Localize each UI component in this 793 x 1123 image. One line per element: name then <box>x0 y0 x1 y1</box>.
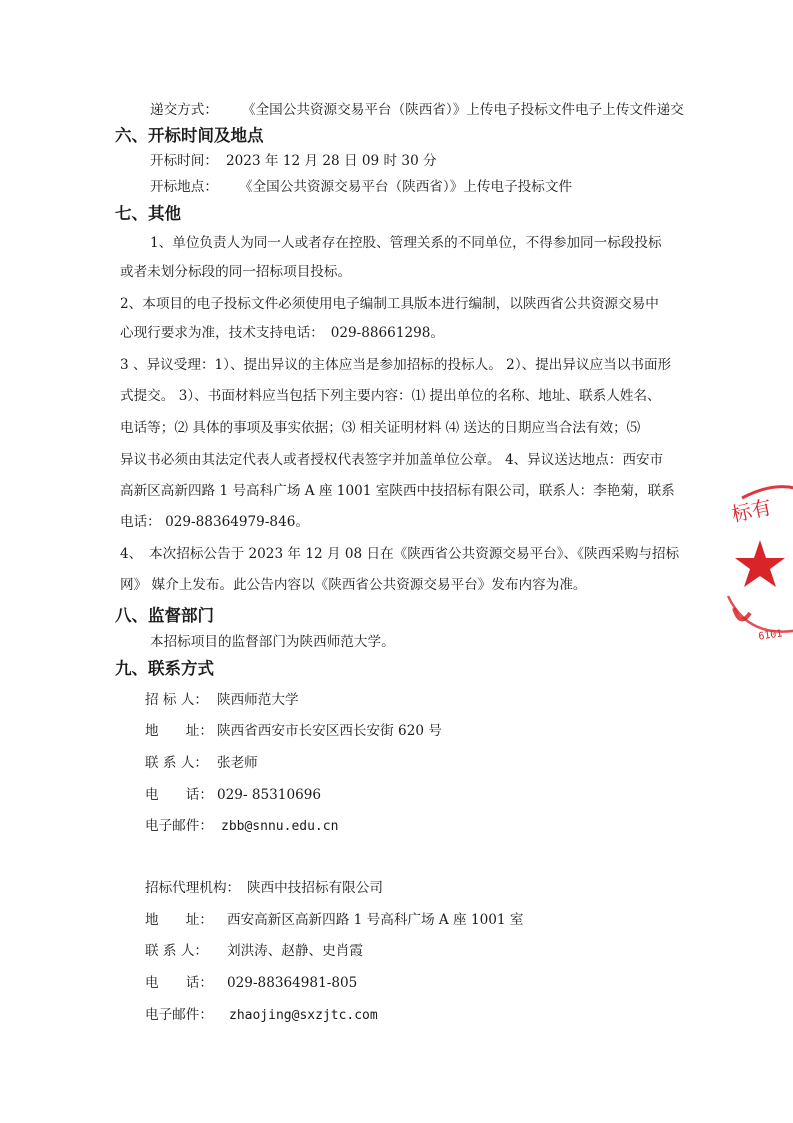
supervision-text: 本招标项目的监督部门为陕西师范大学。 <box>150 634 395 650</box>
tenderer-name-value: 陕西师范大学 <box>217 692 299 708</box>
para-1-line-2: 或者未划分标段的同一招标项目投标。 <box>120 264 352 280</box>
agency-contact-row <box>145 942 363 960</box>
tenderer-address-row <box>145 722 442 740</box>
tenderer-phone-value: 029- 85310696 <box>217 787 322 803</box>
para-3-line-1: 3 、异议受理：1）、提出异议的主体应当是参加招标的投标人。 2）、提出异议应当以书面形 <box>120 357 672 373</box>
company-seal <box>720 478 793 648</box>
agency-name-value: 陕西中技招标有限公司 <box>247 880 383 896</box>
para-3-line-3: 电话等；⑵ 具体的事项及事实依据；⑶ 相关证明材料 ⑷ 送达的日期应当合法有效；⑸ <box>120 420 641 436</box>
tenderer-name-row <box>145 691 299 709</box>
tenderer-phone-row <box>145 786 321 804</box>
agency-address-label: 地 址： <box>145 912 213 928</box>
seal-text-bottom: 6101 <box>757 628 784 643</box>
para-1-line-1: 1、单位负责人为同一人或者存在控股、管理关系的不同单位，不得参加同一标段投标 <box>150 235 662 251</box>
bid-opening-time-label: 开标时间： <box>150 153 218 169</box>
bid-opening-time <box>150 152 437 170</box>
agency-email-label: 电子邮件： <box>145 1007 213 1023</box>
para-3-line-6: 电话： 029-88364979-846。 <box>120 514 309 530</box>
submission-label: 递交方式： <box>150 102 218 118</box>
section-9-heading: 九、联系方式 <box>115 659 214 678</box>
agency-phone-value: 029-88364981-805 <box>227 975 358 991</box>
para-2-line-1: 2、本项目的电子投标文件必须使用电子编制工具版本进行编制，以陕西省公共资源交易中 <box>120 296 659 312</box>
agency-contact-value: 刘洪涛、赵静、史肖霞 <box>227 943 363 959</box>
agency-email-value: zhaojing@sxzjtc.com <box>229 1008 378 1023</box>
submission-value: 《全国公共资源交易平台（陕西省）》上传电子投标文件电子上传文件递交 <box>242 102 684 118</box>
agency-name-row <box>145 879 383 897</box>
bid-opening-place-label: 开标地点： <box>150 179 218 195</box>
bid-opening-place <box>150 178 572 196</box>
tenderer-address-value: 陕西省西安市长安区西长安街 620 号 <box>217 723 442 739</box>
agency-contact-label: 联 系 人： <box>145 943 209 959</box>
section-7-heading: 七、其他 <box>115 204 181 223</box>
tenderer-address-label: 地 址： <box>145 723 213 739</box>
para-2-line-2: 心现行要求为准，技术支持电话： 029-88661298。 <box>120 325 445 341</box>
para-3-line-2: 式提交。 3）、书面材料应当包括下列主要内容：⑴ 提出单位的名称、地址、联系人姓名、 <box>120 388 661 404</box>
para-3-line-4: 异议书必须由其法定代表人或者授权代表签字并加盖单位公章。 4、异议送达地点：西安市 <box>120 452 664 468</box>
submission-line <box>150 101 684 119</box>
agency-phone-label: 电 话： <box>145 975 213 991</box>
para-3-line-5: 高新区高新四路 1 号高科广场 A 座 1001 室陕西中技招标有限公司，联系人：李艳菊，联系 <box>120 483 675 499</box>
agency-phone-row <box>145 974 357 992</box>
tenderer-contact-row <box>145 754 258 772</box>
tenderer-email-row <box>145 817 338 836</box>
para-4-line-2: 网》 媒介上发布。此公告内容以《陕西省公共资源交易平台》发布内容为准。 <box>120 577 587 593</box>
tenderer-phone-label: 电 话： <box>145 787 213 803</box>
tenderer-email-value: zbb@snnu.edu.cn <box>221 819 339 834</box>
agency-email-row <box>145 1006 378 1025</box>
section-6-heading: 六、开标时间及地点 <box>115 126 264 145</box>
tenderer-contact-label: 联 系 人： <box>145 755 209 771</box>
seal-text-top: 标有 <box>729 494 774 527</box>
agency-name-label: 招标代理机构： <box>145 880 241 896</box>
section-8-heading: 八、监督部门 <box>115 606 214 625</box>
para-4-line-1: 4、 本次招标公告于 2023 年 12 月 08 日在《陕西省公共资源交易平台》、《陕西采购与招标 <box>120 546 680 562</box>
agency-address-row <box>145 911 524 929</box>
tenderer-name-label: 招 标 人： <box>145 692 209 708</box>
bid-opening-time-value: 2023 年 12 月 28 日 09 时 30 分 <box>226 153 437 169</box>
seal-star-icon <box>735 540 785 587</box>
tenderer-email-label: 电子邮件： <box>145 818 213 834</box>
tenderer-contact-value: 张老师 <box>217 755 258 771</box>
agency-address-value: 西安高新区高新四路 1 号高科广场 A 座 1001 室 <box>227 912 524 928</box>
bid-opening-place-value: 《全国公共资源交易平台（陕西省）》上传电子投标文件 <box>239 179 573 195</box>
